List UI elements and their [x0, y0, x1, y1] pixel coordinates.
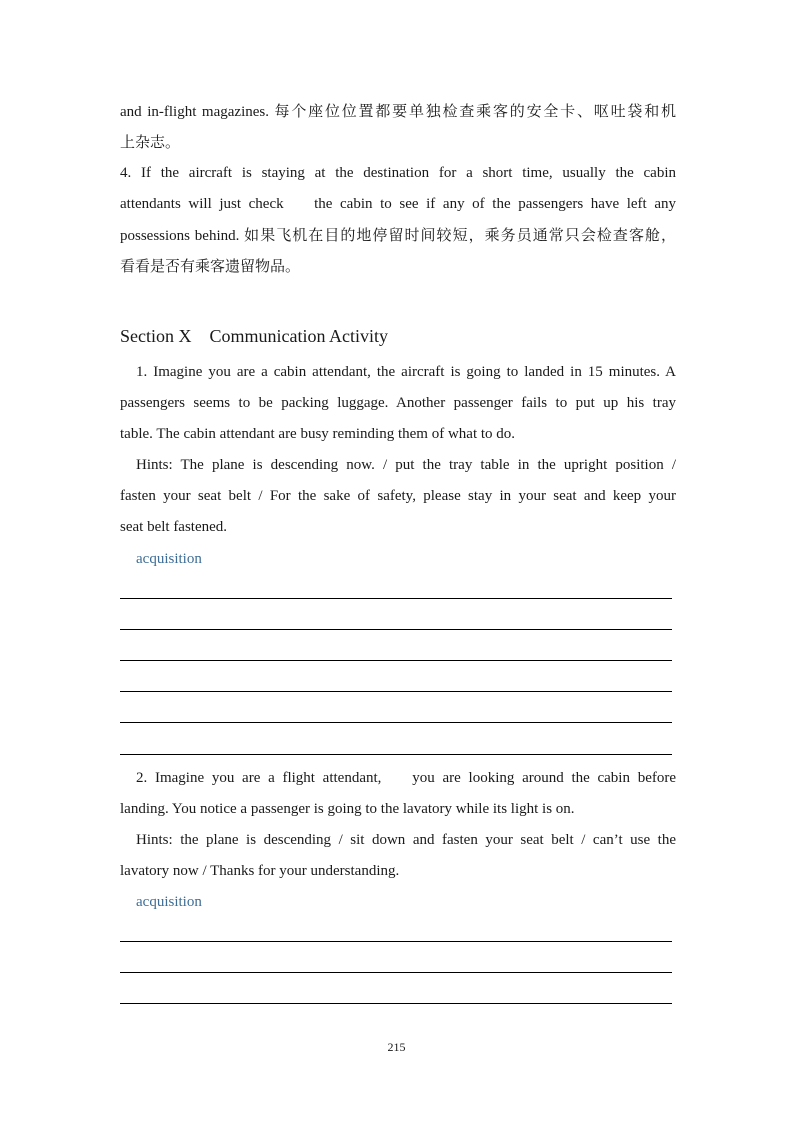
- text-zh: 每个座位位置都要单独检查乘客的安全卡、呕吐袋和机: [274, 102, 676, 120]
- answer-line[interactable]: [120, 972, 672, 973]
- text-zh: 上杂志。: [120, 133, 181, 151]
- text-zh: 如果飞机在目的地停留时间较短，乘务员通常只会检查客舱，: [244, 226, 676, 244]
- activity-2-line: landing. You notice a passenger is going to the lavatory while its light is on.: [120, 801, 575, 817]
- activity-1: [120, 357, 676, 543]
- section-heading: Section X Communication Activity: [120, 326, 388, 346]
- hints-line: fasten your seat belt / For the sake of safety, please stay in your seat and keep your: [120, 488, 676, 504]
- acquisition-label: acquisition: [136, 551, 202, 567]
- text-line: [120, 96, 676, 127]
- hints-line: Hints: the plane is descending / sit down and fasten your seat belt / can’t use the: [136, 832, 676, 848]
- text-en: and in-flight magazines.: [120, 104, 269, 120]
- activity-2-line: 2. Imagine you are a flight attendant, you are looking around the cabin before: [136, 770, 676, 786]
- text-line: attendants will just check the cabin to see if any of the passengers have left any: [120, 196, 676, 212]
- activity-1-line: passengers seems to be packing luggage. Another passenger fails to put up his tray: [120, 395, 676, 411]
- text-zh: 看看是否有乘客遗留物品。: [120, 257, 301, 275]
- hints-line: seat belt fastened.: [120, 519, 228, 535]
- text-en: possessions behind.: [120, 228, 240, 244]
- top-text-block: [120, 96, 676, 282]
- answer-line[interactable]: [120, 691, 672, 692]
- text-line: [120, 220, 676, 251]
- text-line: [120, 127, 676, 158]
- text-line: [120, 251, 676, 282]
- answer-line[interactable]: [120, 754, 672, 755]
- activity-1-line: table. The cabin attendant are busy reminding them of what to do.: [120, 426, 516, 442]
- answer-line[interactable]: [120, 660, 672, 661]
- answer-line[interactable]: [120, 941, 672, 942]
- answer-line[interactable]: [120, 598, 672, 599]
- hints-line: Hints: The plane is descending now. / put the tray table in the upright position /: [136, 457, 676, 473]
- acquisition-label: acquisition: [136, 894, 202, 910]
- answer-line[interactable]: [120, 629, 672, 630]
- answer-line[interactable]: [120, 722, 672, 723]
- answer-line[interactable]: [120, 1003, 672, 1004]
- page-number: 215: [387, 1040, 406, 1054]
- text-line: 4. If the aircraft is staying at the destination for a short time, usually the cabin: [120, 165, 676, 181]
- activity-1-line: 1. Imagine you are a cabin attendant, the aircraft is going to landed in 15 minutes. A: [136, 364, 676, 380]
- hints-line: lavatory now / Thanks for your understanding.: [120, 863, 400, 879]
- activity-2: [120, 763, 676, 887]
